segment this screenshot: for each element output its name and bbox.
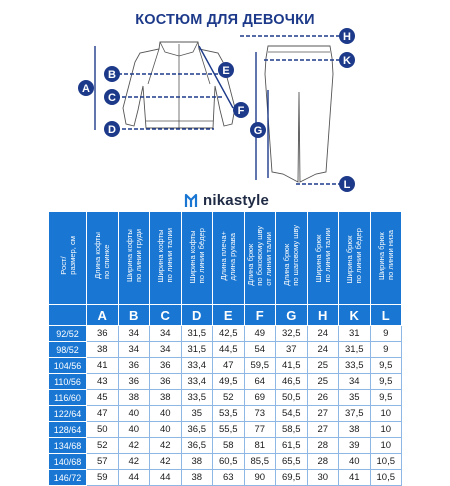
measurement-cell: 25 [307, 358, 339, 374]
table-row [49, 406, 402, 422]
measurement-cell: 69 [244, 390, 276, 406]
column-header-label: Ширина кофты по линии талии [156, 228, 175, 283]
label-g [250, 122, 266, 138]
column-header-label: Длина кофты по спинке [93, 232, 112, 279]
measurement-cell: 43 [87, 374, 119, 390]
measurement-cell: 90 [244, 470, 276, 486]
measurement-cell: 31,5 [181, 342, 213, 358]
measurement-cell: 47 [87, 406, 119, 422]
measurement-cell: 59,5 [244, 358, 276, 374]
nikastyle-logo-icon [184, 191, 198, 209]
size-cell: 134/68 [49, 438, 87, 454]
column-header-label: Длина плеча+ длина рукава [219, 230, 238, 281]
svg-text:B: B [108, 69, 116, 81]
measurement-cell: 24 [307, 326, 339, 342]
column-header-label: Ширина брюк по линии низа [376, 230, 395, 281]
size-cell: 92/52 [49, 326, 87, 342]
measurement-cell: 10 [370, 438, 402, 454]
measurement-letter: A [87, 305, 119, 326]
measurement-cell: 28 [307, 438, 339, 454]
column-header [244, 212, 276, 305]
measurement-cell: 42 [150, 454, 182, 470]
measurement-cell: 40 [150, 422, 182, 438]
column-header-label: Ширина брюк по линии бёдер [345, 227, 364, 284]
table-row [49, 390, 402, 406]
size-table [48, 211, 402, 486]
size-cell: 146/72 [49, 470, 87, 486]
brand-name: nikastyle [203, 191, 270, 209]
measurement-cell: 24 [307, 342, 339, 358]
column-header-label: Длина брюк по шаговому шву [282, 225, 301, 286]
measurement-cell: 85,5 [244, 454, 276, 470]
measurement-letter: K [339, 305, 371, 326]
measurement-cell: 49 [244, 326, 276, 342]
measurement-cell: 38 [181, 470, 213, 486]
svg-text:L: L [343, 179, 351, 191]
measurement-cell: 9,5 [370, 358, 402, 374]
label-c [104, 89, 120, 105]
svg-text:D: D [108, 124, 116, 136]
measurement-cell: 25 [307, 374, 339, 390]
measurement-cell: 45 [87, 390, 119, 406]
measurement-cell: 10,5 [370, 470, 402, 486]
measurement-cell: 42 [118, 438, 150, 454]
measurement-cell: 34 [118, 326, 150, 342]
size-table-body [49, 326, 402, 486]
measurement-cell: 28 [307, 454, 339, 470]
table-row [49, 422, 402, 438]
measurement-cell: 54,5 [276, 406, 308, 422]
measurement-cell: 27 [307, 422, 339, 438]
measurement-cell: 40 [150, 406, 182, 422]
svg-text:A: A [82, 83, 90, 95]
size-cell: 140/68 [49, 454, 87, 470]
measurement-cell: 81 [244, 438, 276, 454]
measurement-cell: 69,5 [276, 470, 308, 486]
measurement-cell: 34 [118, 342, 150, 358]
measurement-cell: 44 [150, 470, 182, 486]
column-header [150, 212, 182, 305]
measurement-cell: 47 [213, 358, 245, 374]
label-h [339, 28, 355, 44]
measurement-cell: 50 [87, 422, 119, 438]
measurement-letter [49, 305, 87, 326]
measurement-cell: 26 [307, 390, 339, 406]
column-header [276, 212, 308, 305]
measurement-cell: 34 [339, 374, 371, 390]
measurement-cell: 38 [118, 390, 150, 406]
measurement-cell: 58,5 [276, 422, 308, 438]
size-table-header [49, 212, 402, 326]
column-header [49, 212, 87, 305]
measurement-cell: 30 [307, 470, 339, 486]
measurement-cell: 34 [150, 326, 182, 342]
measurement-cell: 46,5 [276, 374, 308, 390]
measurement-cell: 77 [244, 422, 276, 438]
size-cell: 104/56 [49, 358, 87, 374]
column-header [307, 212, 339, 305]
measurement-cell: 34 [150, 342, 182, 358]
column-header-label: Ширина кофты по линии груди [124, 228, 143, 283]
measurement-cell: 36 [118, 358, 150, 374]
measurement-cell: 63 [213, 470, 245, 486]
page-title: КОСТЮМ ДЛЯ ДЕВОЧКИ [135, 12, 315, 28]
measurement-cell: 73 [244, 406, 276, 422]
table-row [49, 374, 402, 390]
column-header [87, 212, 119, 305]
measurement-cell: 27 [307, 406, 339, 422]
label-l [339, 176, 355, 192]
measurement-cell: 9 [370, 326, 402, 342]
measurement-cell: 38 [181, 454, 213, 470]
measurement-cell: 33,5 [339, 358, 371, 374]
label-f [233, 102, 249, 118]
measurement-cell: 50,5 [276, 390, 308, 406]
measurement-cell: 10,5 [370, 454, 402, 470]
table-row [49, 358, 402, 374]
table-row [49, 326, 402, 342]
column-header-label: Ширина кофты по линии бёдер [187, 227, 206, 284]
measurement-letter: G [276, 305, 308, 326]
measurement-cell: 42,5 [213, 326, 245, 342]
measurement-cell: 10 [370, 406, 402, 422]
measurement-cell: 54 [244, 342, 276, 358]
measurement-cell: 61,5 [276, 438, 308, 454]
column-header [339, 212, 371, 305]
measurement-cell: 55,5 [213, 422, 245, 438]
measurement-cell: 36,5 [181, 422, 213, 438]
measurement-cell: 40 [118, 422, 150, 438]
measurement-cell: 38 [87, 342, 119, 358]
measurement-letter: H [307, 305, 339, 326]
svg-text:H: H [343, 31, 351, 43]
measurement-cell: 36 [150, 358, 182, 374]
measurement-cell: 33,5 [181, 390, 213, 406]
size-cell: 110/56 [49, 374, 87, 390]
label-a [78, 80, 94, 96]
measurement-cell: 44,5 [213, 342, 245, 358]
table-row [49, 438, 402, 454]
brand-logo [184, 190, 269, 210]
measurement-cell: 35 [339, 390, 371, 406]
size-cell: 116/60 [49, 390, 87, 406]
svg-text:C: C [108, 92, 116, 104]
measurement-letter: B [118, 305, 150, 326]
column-header [181, 212, 213, 305]
measurement-cell: 9,5 [370, 390, 402, 406]
measurement-cell: 38 [339, 422, 371, 438]
measurement-letter: C [150, 305, 182, 326]
label-b [104, 66, 120, 82]
measurement-cell: 59 [87, 470, 119, 486]
measurement-cell: 40 [339, 454, 371, 470]
measurement-cell: 36 [118, 374, 150, 390]
column-header [213, 212, 245, 305]
measurement-letter: F [244, 305, 276, 326]
measurement-cell: 44 [118, 470, 150, 486]
size-cell: 128/64 [49, 422, 87, 438]
measurement-cell: 53,5 [213, 406, 245, 422]
pants-outline [265, 46, 333, 182]
table-row [49, 470, 402, 486]
size-cell: 98/52 [49, 342, 87, 358]
table-row [49, 342, 402, 358]
measurement-cell: 39 [339, 438, 371, 454]
measurement-cell: 42 [118, 454, 150, 470]
measurement-cell: 52 [213, 390, 245, 406]
measurement-letter: D [181, 305, 213, 326]
measurement-cell: 41 [339, 470, 371, 486]
size-cell: 122/64 [49, 406, 87, 422]
measurement-cell: 57 [87, 454, 119, 470]
measurement-cell: 35 [181, 406, 213, 422]
measurement-cell: 58 [213, 438, 245, 454]
measurement-cell: 41 [87, 358, 119, 374]
measurement-cell: 31,5 [181, 326, 213, 342]
measurement-letter: E [213, 305, 245, 326]
measurement-cell: 40 [118, 406, 150, 422]
measurement-cell: 64 [244, 374, 276, 390]
measurement-cell: 10 [370, 422, 402, 438]
measurement-cell: 37 [276, 342, 308, 358]
column-header [370, 212, 402, 305]
svg-text:E: E [222, 65, 230, 77]
svg-text:F: F [237, 105, 245, 117]
measurement-cell: 49,5 [213, 374, 245, 390]
measurement-cell: 41,5 [276, 358, 308, 374]
table-row [49, 454, 402, 470]
column-header-label: Длина брюк по боковому шву от линии талии [246, 225, 274, 286]
measurement-cell: 38 [150, 390, 182, 406]
measurement-cell: 36 [150, 374, 182, 390]
measurement-cell: 9,5 [370, 374, 402, 390]
measurement-cell: 32,5 [276, 326, 308, 342]
label-d [104, 121, 120, 137]
measurement-cell: 36,5 [181, 438, 213, 454]
measurement-cell: 65,5 [276, 454, 308, 470]
column-header [118, 212, 150, 305]
label-k [339, 52, 355, 68]
measurement-cell: 33,4 [181, 374, 213, 390]
measurement-cell: 42 [150, 438, 182, 454]
svg-text:G: G [253, 125, 263, 137]
measurement-cell: 33,4 [181, 358, 213, 374]
label-e [218, 62, 234, 78]
measurement-cell: 36 [87, 326, 119, 342]
measurement-letter: L [370, 305, 402, 326]
measurement-cell: 9 [370, 342, 402, 358]
measurement-cell: 31,5 [339, 342, 371, 358]
measurement-cell: 60,5 [213, 454, 245, 470]
measurement-cell: 31 [339, 326, 371, 342]
svg-text:K: K [343, 55, 351, 67]
measurement-cell: 52 [87, 438, 119, 454]
column-header-label: Рост/ размер, см [58, 236, 77, 275]
measurement-cell: 37,5 [339, 406, 371, 422]
column-header-label: Ширина брюк по линии талии [313, 228, 332, 283]
